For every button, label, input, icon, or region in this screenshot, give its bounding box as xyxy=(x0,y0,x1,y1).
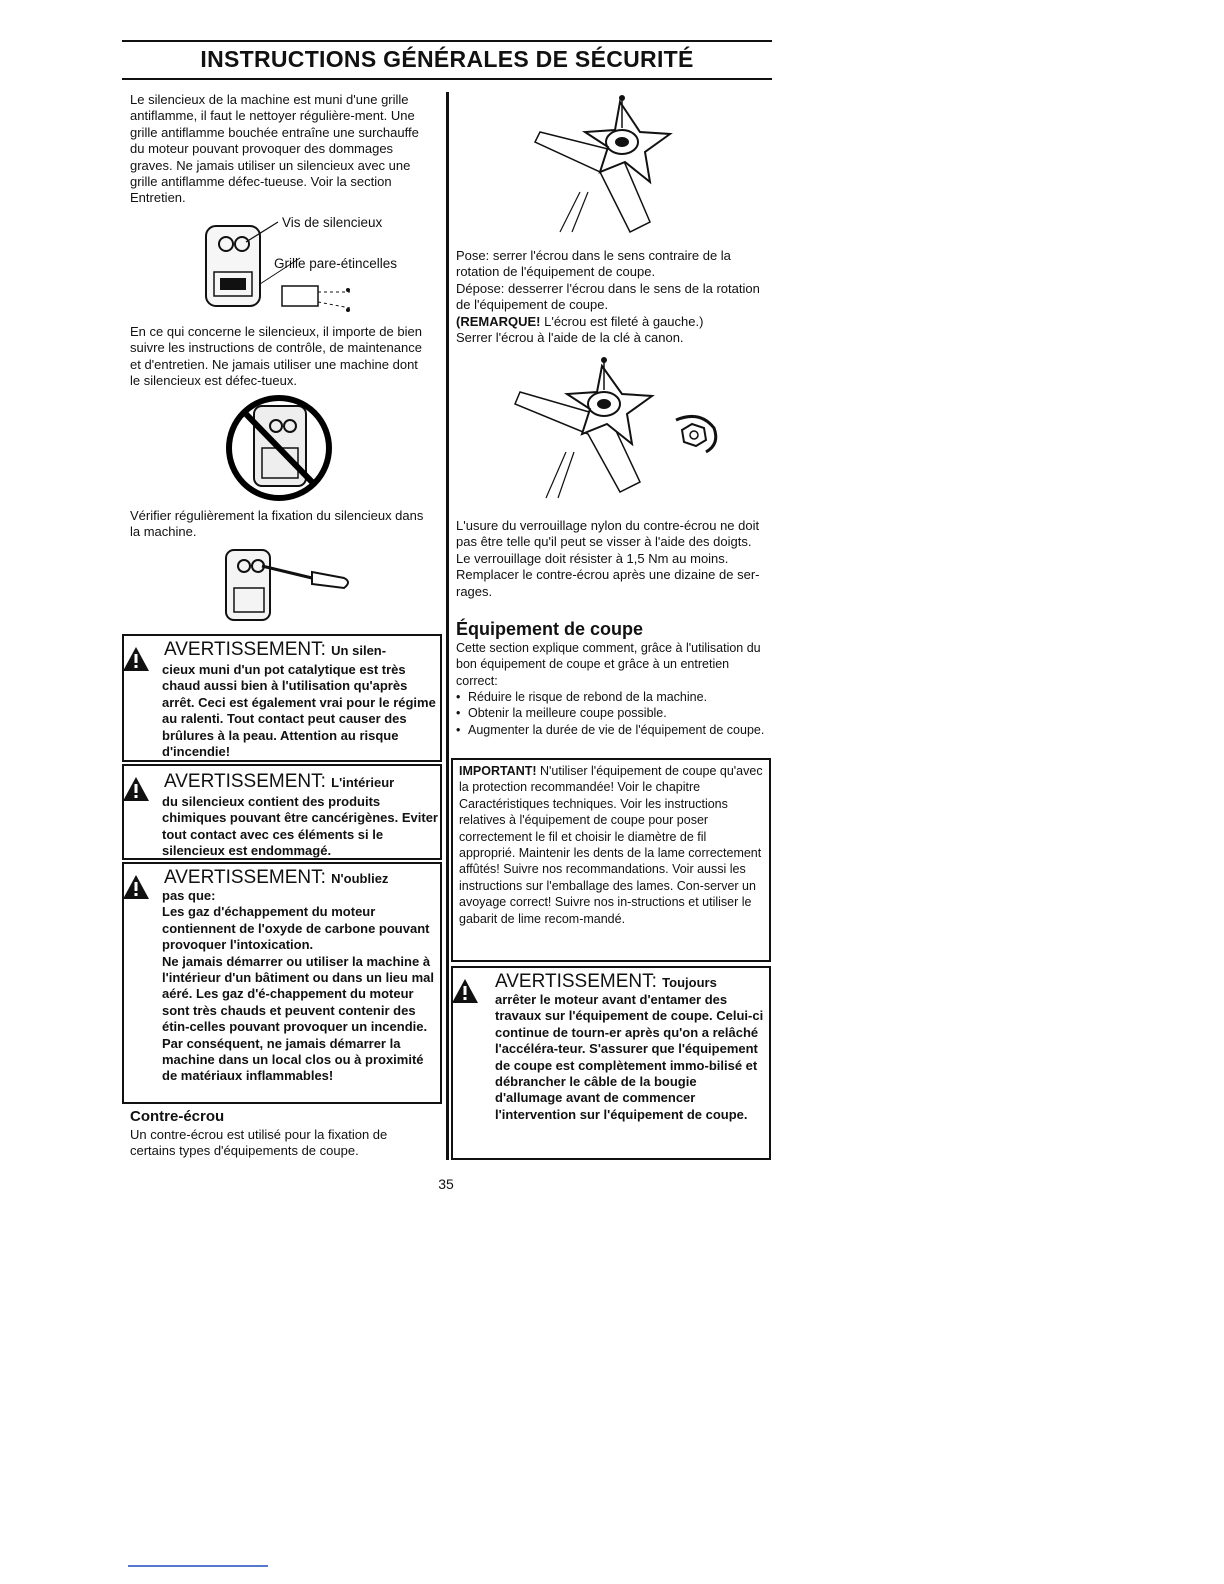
warning-text-line: Les gaz d'échappement du moteur contiennent de l'oxyde de carbone pouvant provoquer l'intoxication. xyxy=(162,904,430,953)
warning-heading: AVERTISSEMENT: xyxy=(164,771,326,792)
page-number: 35 xyxy=(438,1176,454,1192)
warning-text-line: pas que: xyxy=(162,888,216,903)
important-box xyxy=(451,758,771,962)
warning-box-stop-engine xyxy=(451,966,771,1160)
muffler-screw-label: Vis de silencieux xyxy=(282,215,383,230)
warning-triangle-icon xyxy=(122,776,150,802)
top-rule xyxy=(122,40,772,42)
muffler-intro-text: Le silencieux de la machine est muni d'une grille antiflamme, il faut le nettoyer régulière-ment. Une grille antiflamme bouchée entraîne une surchauffe du moteur pouvant provoquer des dommages graves. Ne jamais utiliser un silencieux avec une grille antiflamme défec-tueuse. Voir la section Entretien. xyxy=(130,92,419,206)
column-divider xyxy=(446,92,449,1160)
locknut-heading: Contre-écrou xyxy=(130,1108,225,1125)
spark-arrestor-label: Grille pare-étincelles xyxy=(274,256,398,271)
warning-lead: N'oubliez xyxy=(331,871,389,886)
warning-triangle-icon xyxy=(451,978,479,1004)
blade-nut-diagram xyxy=(530,92,680,242)
list-item: • Obtenir la meilleure coupe possible. xyxy=(456,705,766,721)
cutting-equipment-list xyxy=(456,689,766,738)
warning-box-carcinogen xyxy=(122,764,442,860)
cutting-equipment-heading: Équipement de coupe xyxy=(456,619,644,639)
muffler-check-text: Vérifier régulièrement la fixation du silencieux dans la machine. xyxy=(130,508,424,540)
remark-text: L'écrou est fileté à gauche.) xyxy=(540,313,704,329)
warning-box-catalytic xyxy=(122,634,442,762)
warning-box-exhaust xyxy=(122,862,442,1104)
page-title: INSTRUCTIONS GÉNÉRALES DE SÉCURITÉ xyxy=(200,46,694,72)
footer-link-underline xyxy=(128,1565,268,1567)
warning-text: cieux muni d'un pot catalytique est très chaud aussi bien à l'utilisation qu'après arrêt. Ceci est également vrai pour le régime au ralenti. Tout contact peut causer des brûlures à la peau. Attention au risque d'incendie! xyxy=(162,662,436,760)
warning-lead: Toujours xyxy=(662,975,717,990)
title-rule xyxy=(122,78,772,80)
warning-lead: L'intérieur xyxy=(331,775,395,790)
warning-triangle-icon xyxy=(122,874,150,900)
warning-text-line: Ne jamais démarrer ou utiliser la machine à l'intérieur d'un bâtiment ou dans un lieu mal aéré. Les gaz d'é-chappement du moteur sont très chauds et peuvent contenir des étin-celles pouvant provoquer un incendie. Par conséquent, ne jamais démarrer la machine dans un local clos ou à proximité de matériaux inflammables! xyxy=(162,953,434,1084)
warning-heading: AVERTISSEMENT: xyxy=(495,971,657,992)
muffler-maintenance-text: En ce qui concerne le silencieux, il importe de bien suivre les instructions de contrôle, de maintenance et d'entretien. Ne jamais utiliser une machine dont le silencieux est défec-tueux. xyxy=(130,324,422,389)
important-label: IMPORTANT! xyxy=(459,764,537,778)
list-item: • Augmenter la durée de vie de l'équipement de coupe. xyxy=(456,722,766,738)
locknut-text: Un contre-écrou est utilisé pour la fixation de certains types d'équipements de coupe. xyxy=(130,1127,388,1159)
tighten-text: Serrer l'écrou à l'aide de la clé à canon. xyxy=(456,330,684,346)
important-text: N'utiliser l'équipement de coupe qu'avec la protection recommandée! Voir le chapitre Caractéristiques techniques. Voir les instructions relatives à l'équipement de coupe pour poser correctement le fil et choisir le diamètre de fil approprié. Maintenir les dents de la lame correctement affûtés! Suivre nos recommandations. Voir aussi les instructions sur l'emballage des lames. Con-server un avoyage correct! Suivre nos in-structions et utiliser le gabarit de lime recom-mandé. xyxy=(459,764,763,926)
warning-heading: AVERTISSEMENT: xyxy=(164,639,326,660)
muffler-screwdriver-diagram xyxy=(220,544,360,626)
warning-text xyxy=(162,888,442,1085)
cutting-equipment-intro: Cette section explique comment, grâce à l'utilisation du bon équipement de coupe et grâce à un entretien correct: xyxy=(456,641,761,688)
remark-label: (REMARQUE! xyxy=(456,313,541,329)
warning-triangle-icon xyxy=(122,646,150,672)
blade-wrench-diagram xyxy=(510,352,740,502)
list-item: • Réduire le risque de rebond de la machine. xyxy=(456,689,766,705)
warning-lead: Un silen- xyxy=(331,643,387,658)
prohibition-icon xyxy=(224,392,334,504)
warning-heading: AVERTISSEMENT: xyxy=(164,867,326,888)
locknut-wear-text: L'usure du verrouillage nylon du contre-écrou ne doit pas être telle qu'il peut se visser à l'aide des doigts. Le verrouillage doit résister à 1,5 Nm au moins. Remplacer le contre-écrou après une dizaine de ser-rages. xyxy=(456,518,760,599)
warning-text: arrêter le moteur avant d'entamer des travaux sur l'équipement de coupe. Celui-ci continue de tourn-er après qu'on a relâché l'accéléra-teur. S'assurer que l'équipement de coupe est complètement immo-bilisé et débrancher le câble de la bougie d'allumage avant de commencer l'intervention sur l'équipement de coupe. xyxy=(495,992,764,1122)
warning-text: du silencieux contient des produits chimiques pouvant être cancérigènes. Eviter tout contact avec ces éléments si le silencieux est endommagé. xyxy=(162,794,438,859)
install-pose-text: Pose: serrer l'écrou dans le sens contraire de la rotation de l'équipement de coupe. xyxy=(456,248,731,280)
install-text xyxy=(456,248,761,346)
install-depose-text: Dépose: desserrer l'écrou dans le sens de la rotation de l'équipement de coupe. xyxy=(456,280,760,313)
